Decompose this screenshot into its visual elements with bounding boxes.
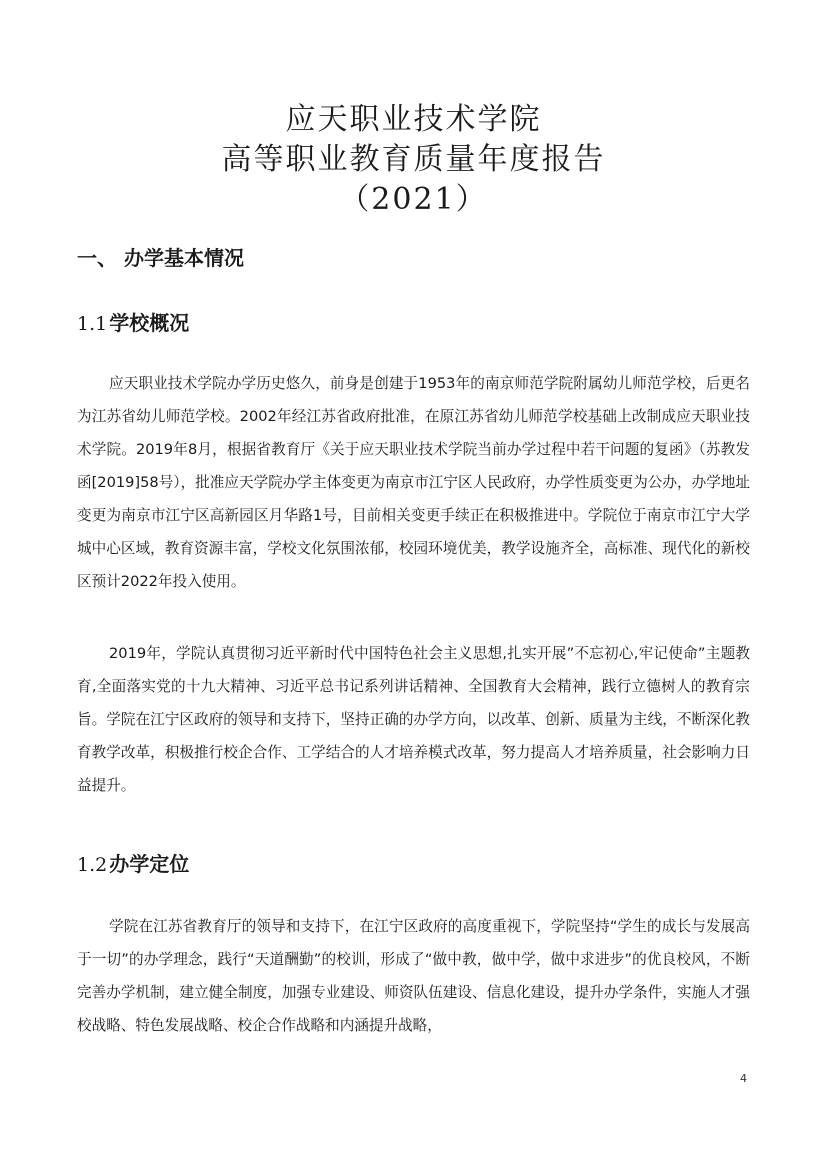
subsection-number: 1.2 — [77, 854, 108, 876]
title-line-school: 应天职业技术学院 — [285, 102, 542, 137]
paragraph-2019-work: 2019年，学院认真贯彻习近平新时代中国特色社会主义思想,扎实开展”不忘初心,牢记使命”主题教育,全面落实党的十九大精神、习近平总书记系列讲话精神、全国教育大会精神，践行立德树人的教育宗旨。学院在江宁区政府的领导和支持下，坚持正确的办学方向，以改革、创新、质量为主线，不断深化教育教学改革，积极推行校企合作、工学结合的人才培养模式改革，努力提高人才培养质量，社会影响力日益提升。 — [77, 645, 750, 794]
subsection-heading-1-1 — [77, 309, 189, 338]
report-title — [0, 100, 827, 220]
paragraph-school-history: 应天职业技术学院办学历史悠久，前身是创建于1953年的南京师范学院附属幼儿师范学校，后更名为江苏省幼儿师范学校。2002年经江苏省政府批准，在原江苏省幼儿师范学校基础上改制成应天职业技术学院。2019年8月，根据省教育厅《关于应天职业技术学院当前办学过程中若干问题的复函》（苏教发函[2019]58号），批准应天学院办学主体变更为南京市江宁区人民政府，办学性质变更为公办，办学地址变更为南京市江宁区高新园区月华路1号，目前相关变更手续正在积极推进中。学院位于南京市江宁大学城中心区域，教育资源丰富，学校文化氛围浓郁，校园环境优美，教学设施齐全，高标准、现代化的新校区预计2022年投入使用。 — [77, 375, 750, 590]
section-heading-basic-info: 一、 办学基本情况 — [77, 246, 244, 270]
page-number: 4 — [740, 1072, 747, 1085]
title-line-report: 高等职业教育质量年度报告 — [221, 142, 606, 177]
subsection-number: 1.1 — [77, 313, 108, 335]
subsection-title: 办学定位 — [109, 852, 190, 876]
subsection-heading-1-2 — [77, 850, 189, 879]
paragraph-positioning: 学院在江苏省教育厅的领导和支持下，在江宁区政府的高度重视下，学院坚持“学生的成长与发展高于一切”的办学理念，践行“天道酬勤”的校训，形成了“做中教，做中学，做中求进步”的优良校风，不断完善办学机制，建立健全制度，加强专业建设、师资队伍建设、信息化建设，提升办学条件，实施人才强校战略、特色发展战略、校企合作战略和内涵提升战略， — [77, 918, 750, 1034]
subsection-title: 学校概况 — [109, 311, 190, 335]
title-line-year: （2021） — [339, 182, 488, 217]
